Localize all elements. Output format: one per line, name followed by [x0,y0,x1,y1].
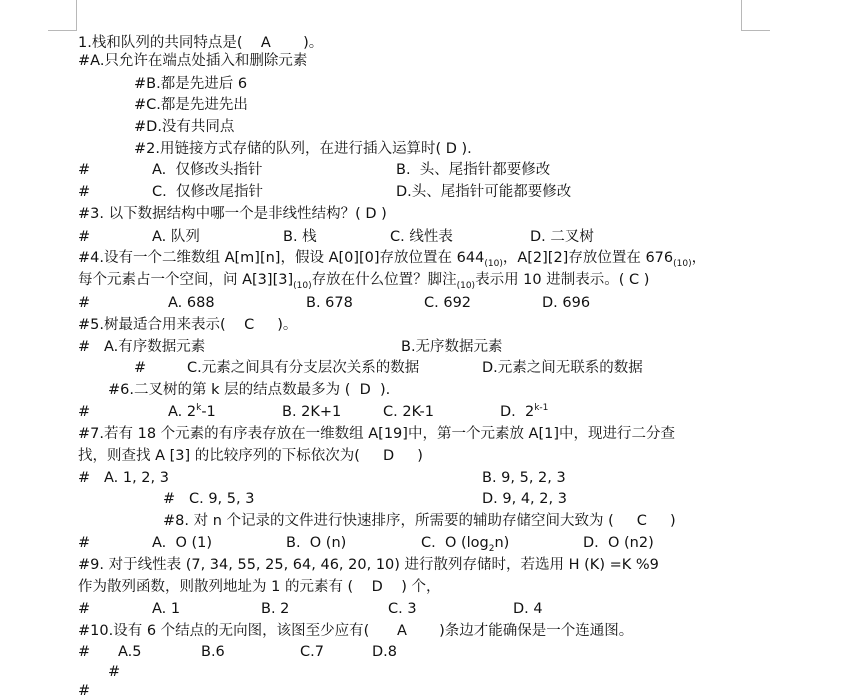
question-8-option-a: A. O (1) [152,535,213,551]
question-4-text-1: #4.设有一个二维数组 A[m][n]，假设 A[0][0]存放位置在 644 [78,250,485,266]
question-4-text-5: 存放在什么位置？脚注 [311,272,457,288]
question-2-option-b: B. 头、尾指针都要修改 [396,162,551,178]
margin-mark-right-vertical [741,0,742,30]
question-3-row-marker: # [78,229,91,245]
question-10-option-d: D.8 [372,644,397,660]
base-subscript: (10) [484,258,503,269]
question-2-row-2-marker: # [78,184,91,200]
question-4-row-marker: # [78,295,91,311]
question-7-option-a: # A. 1, 2, 3 [78,470,169,486]
question-4-text-2: ，A[2][2]存放位置在 676 [502,250,674,266]
question-6-option-a-base: A. 2 [168,404,197,420]
question-7-option-b: B. 9, 5, 2, 3 [482,470,566,486]
margin-mark-left-horizontal [48,30,77,31]
exponent: k-1 [534,403,549,414]
question-3: #3. 以下数据结构中哪一个是非线性结构？( D ) [78,206,387,222]
question-6-option-d [500,403,548,421]
question-4-option-a: A. 688 [168,295,215,311]
question-8: #8. 对 n 个记录的文件进行快速排序，所需要的辅助存储空间大致为 ( C ) [163,513,676,529]
question-10-row-marker: # [78,644,91,660]
base-subscript: (10) [293,280,312,291]
question-9-option-b: B. 2 [261,601,290,617]
trailing-marker: # [78,683,91,699]
question-7-line-2: 找，则查找 A [3] 的比较序列的下标依次为( D ) [78,448,423,464]
question-2: #2.用链接方式存储的队列，在进行插入运算时( D ). [134,141,472,157]
question-6-option-a-rest: -1 [201,404,216,420]
question-1-option-b: #B.都是先进后 6 [134,76,248,92]
question-8-option-d: D. O (n2) [583,535,654,551]
question-7-option-c: # C. 9, 5, 3 [163,491,255,507]
question-8-option-c-rest: n) [494,535,510,551]
question-2-option-d: D.头、尾指针可能都要修改 [396,184,572,200]
question-6-option-d-base: D. 2 [500,404,535,420]
question-3-option-b: B. 栈 [283,229,317,245]
question-4-text-3: ， [691,250,707,266]
question-1-option-c: #C.都是先进先出 [134,97,248,113]
question-5-option-a: # A.有序数据元素 [78,339,206,355]
question-5-option-d: D.元素之间无联系的数据 [482,360,643,376]
trailing-marker: # [108,664,121,680]
question-3-option-a: A. 队列 [152,229,200,245]
question-10-option-a: A.5 [118,644,142,660]
question-4-option-d: D. 696 [542,295,591,311]
question-2-option-c: C. 仅修改尾指针 [152,184,263,200]
question-8-row-marker: # [78,535,91,551]
question-10-option-c: C.7 [300,644,324,660]
question-5-option-c: C.元素之间具有分支层次关系的数据 [187,360,420,376]
margin-mark-left-vertical [76,0,77,30]
question-2-option-a: A. 仅修改头指针 [152,162,263,178]
question-10: #10.设有 6 个结点的无向图，该图至少应有( A )条边才能确保是一个连通图。 [78,623,634,639]
question-10-option-b: B.6 [201,644,225,660]
question-4-text-4: 每个元素占一个空间，问 A[3][3] [78,272,294,288]
question-5: #5.树最适合用来表示( C )。 [78,317,298,333]
log-base: 2 [488,543,495,554]
question-9-row-marker: # [78,601,91,617]
question-1: 1.栈和队列的共同特点是( A )。 [78,35,324,51]
question-6-option-c: C. 2K-1 [383,404,435,420]
question-8-option-c-text: C. O (log [421,535,489,551]
question-2-row-1-marker: # [78,162,91,178]
question-7-option-d: D. 9, 4, 2, 3 [482,491,567,507]
margin-mark-right-horizontal [741,30,770,31]
base-subscript: (10) [456,280,476,291]
question-4-option-b: B. 678 [306,295,353,311]
question-4-line-2 [78,271,649,289]
base-subscript: (10) [673,258,692,269]
question-4-option-c: C. 692 [424,295,472,311]
question-9-line-1: #9. 对于线性表 (7, 34, 55, 25, 64, 46, 20, 10) 进行散列存储时，若选用 H (K) =K %9 [78,557,659,573]
question-6-option-a [168,403,216,421]
question-8-option-c [421,534,509,552]
question-1-option-a: #A.只允许在端点处插入和删除元素 [78,53,308,69]
question-9-option-d: D. 4 [513,601,543,617]
question-4-text-6: 表示用 10 进制表示。( C ) [475,272,650,288]
question-7-line-1: #7.若有 18 个元素的有序表存放在一维数组 A[19]中，第一个元素放 A[1]中，现进行二分查 [78,426,676,442]
question-6-row-marker: # [78,404,91,420]
question-5-option-b: B.无序数据元素 [401,339,503,355]
question-1-option-d: #D.没有共同点 [134,119,235,135]
question-8-option-b: B. O (n) [286,535,347,551]
question-3-option-c: C. 线性表 [390,229,453,245]
question-6: #6.二叉树的第 k 层的结点数最多为 ( D ). [108,382,391,398]
question-9-option-a: A. 1 [152,601,181,617]
exponent: k [196,403,202,414]
question-6-option-b: B. 2K+1 [282,404,342,420]
question-3-option-d: D. 二叉树 [530,229,594,245]
question-4-line-1 [78,249,706,267]
question-5-row-marker: # [134,360,147,376]
question-9-line-2: 作为散列函数，则散列地址为 1 的元素有 ( D ) 个， [78,579,441,595]
question-9-option-c: C. 3 [388,601,417,617]
